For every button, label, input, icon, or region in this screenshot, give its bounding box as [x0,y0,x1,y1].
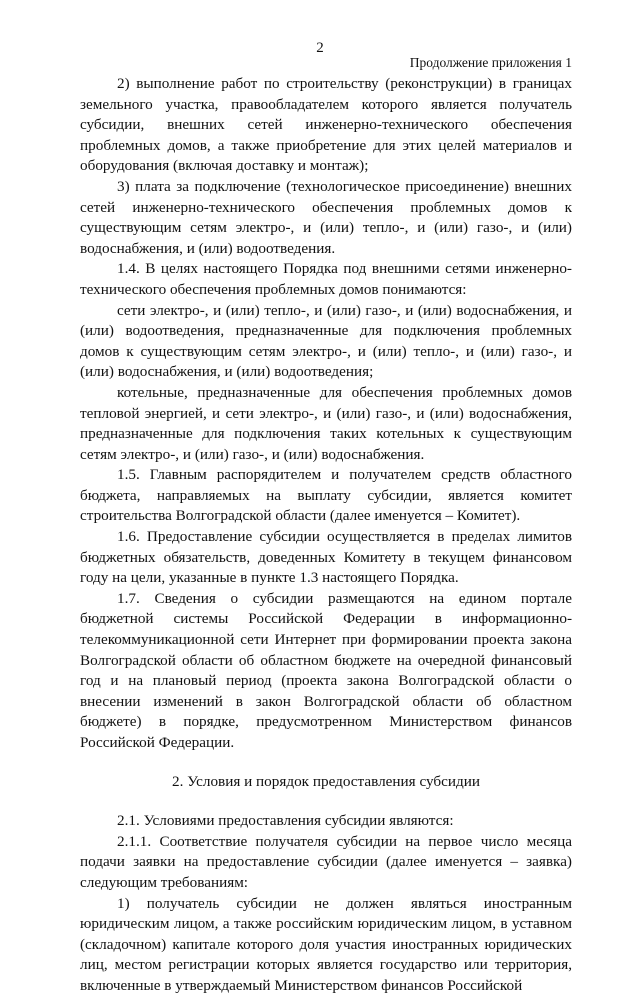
paragraph-2-1-1: 2.1.1. Соответствие получателя субсидии на первое число месяца подачи заявки на предоставление субсидии (далее именуется – заявка) следующим требованиям: [80,832,572,891]
paragraph-networks: сети электро-, и (или) тепло-, и (или) газо-, и (или) водоснабжения, и (или) водоотведения, предназначенные для подключения проблемных домов к существующим сетям электро-, и (или) тепло-, и (или) газо-, и (или) водоснабжения, и (или) водоотведения; [80,301,572,381]
paragraph-item-2: 2) выполнение работ по строительству (реконструкции) в границах земельного участка, правообладателем которого является получатель субсидии, внешних сетей инженерно-технического обеспечения проблемных домов, а также приобретение для этих целей материалов и оборудования (включая доставку и монтаж); [80,75,572,175]
paragraph-1-4: 1.4. В целях настоящего Порядка под внешними сетями инженерно-технического обеспечения проблемных домов понимаются: [80,260,572,298]
continuation-note: Продолжение приложения 1 [409,55,572,70]
document-body [80,74,572,997]
page-number: 2 [316,40,324,56]
section-heading: 2. Условия и порядок предоставления субсидии [172,772,480,790]
paragraph-item-3: 3) плата за подключение (технологическое присоединение) внешних сетей инженерно-технического обеспечения проблемных домов к существующим сетям электро-, и (или) тепло-, и (или) газо-, и (или) водоснабжения, и (или) водоотведения. [80,177,572,257]
paragraph-1-5: 1.5. Главным распорядителем и получателем средств областного бюджета, направляемых на выплату субсидии, является комитет строительства Волгоградской области (далее именуется – Комитет). [80,466,572,525]
paragraph-boilers: котельные, предназначенные для обеспечения проблемных домов тепловой энергией, и сети электро-, и (или) газо-, и (или) водоснабжения, предназначенные для подключения таких котельных к существующим сетям электро-, и (или) газо-, и (или) водоснабжения. [80,383,572,463]
paragraph-requirement-1: 1) получатель субсидии не должен являться иностранным юридическим лицом, а также российским юридическим лицом, в уставном (складочном) капитале которого доля участия иностранных юридических лиц, местом регистрации которых является государство или территория, включенные в утверждаемый Министерством финансов Российской [80,894,572,994]
paragraph-1-7: 1.7. Сведения о субсидии размещаются на едином портале бюджетной системы Российской Федерации в информационно-телекоммуникационной сети Интернет при формировании проекта закона Волгоградской области об областном бюджете на очередной финансовый год и на плановый период (проекта закона Волгоградской области о внесении изменений в закон Волгоградской области об областном бюджете) в порядке, предусмотренном Министерством финансов Российской Федерации. [80,589,572,751]
paragraph-2-1: 2.1. Условиями предоставления субсидии являются: [117,812,454,830]
paragraph-1-6: 1.6. Предоставление субсидии осуществляется в пределах лимитов бюджетных обязательств, доведенных Комитету в текущем финансовом году на цели, указанные в пункте 1.3 настоящего Порядка. [80,528,572,587]
